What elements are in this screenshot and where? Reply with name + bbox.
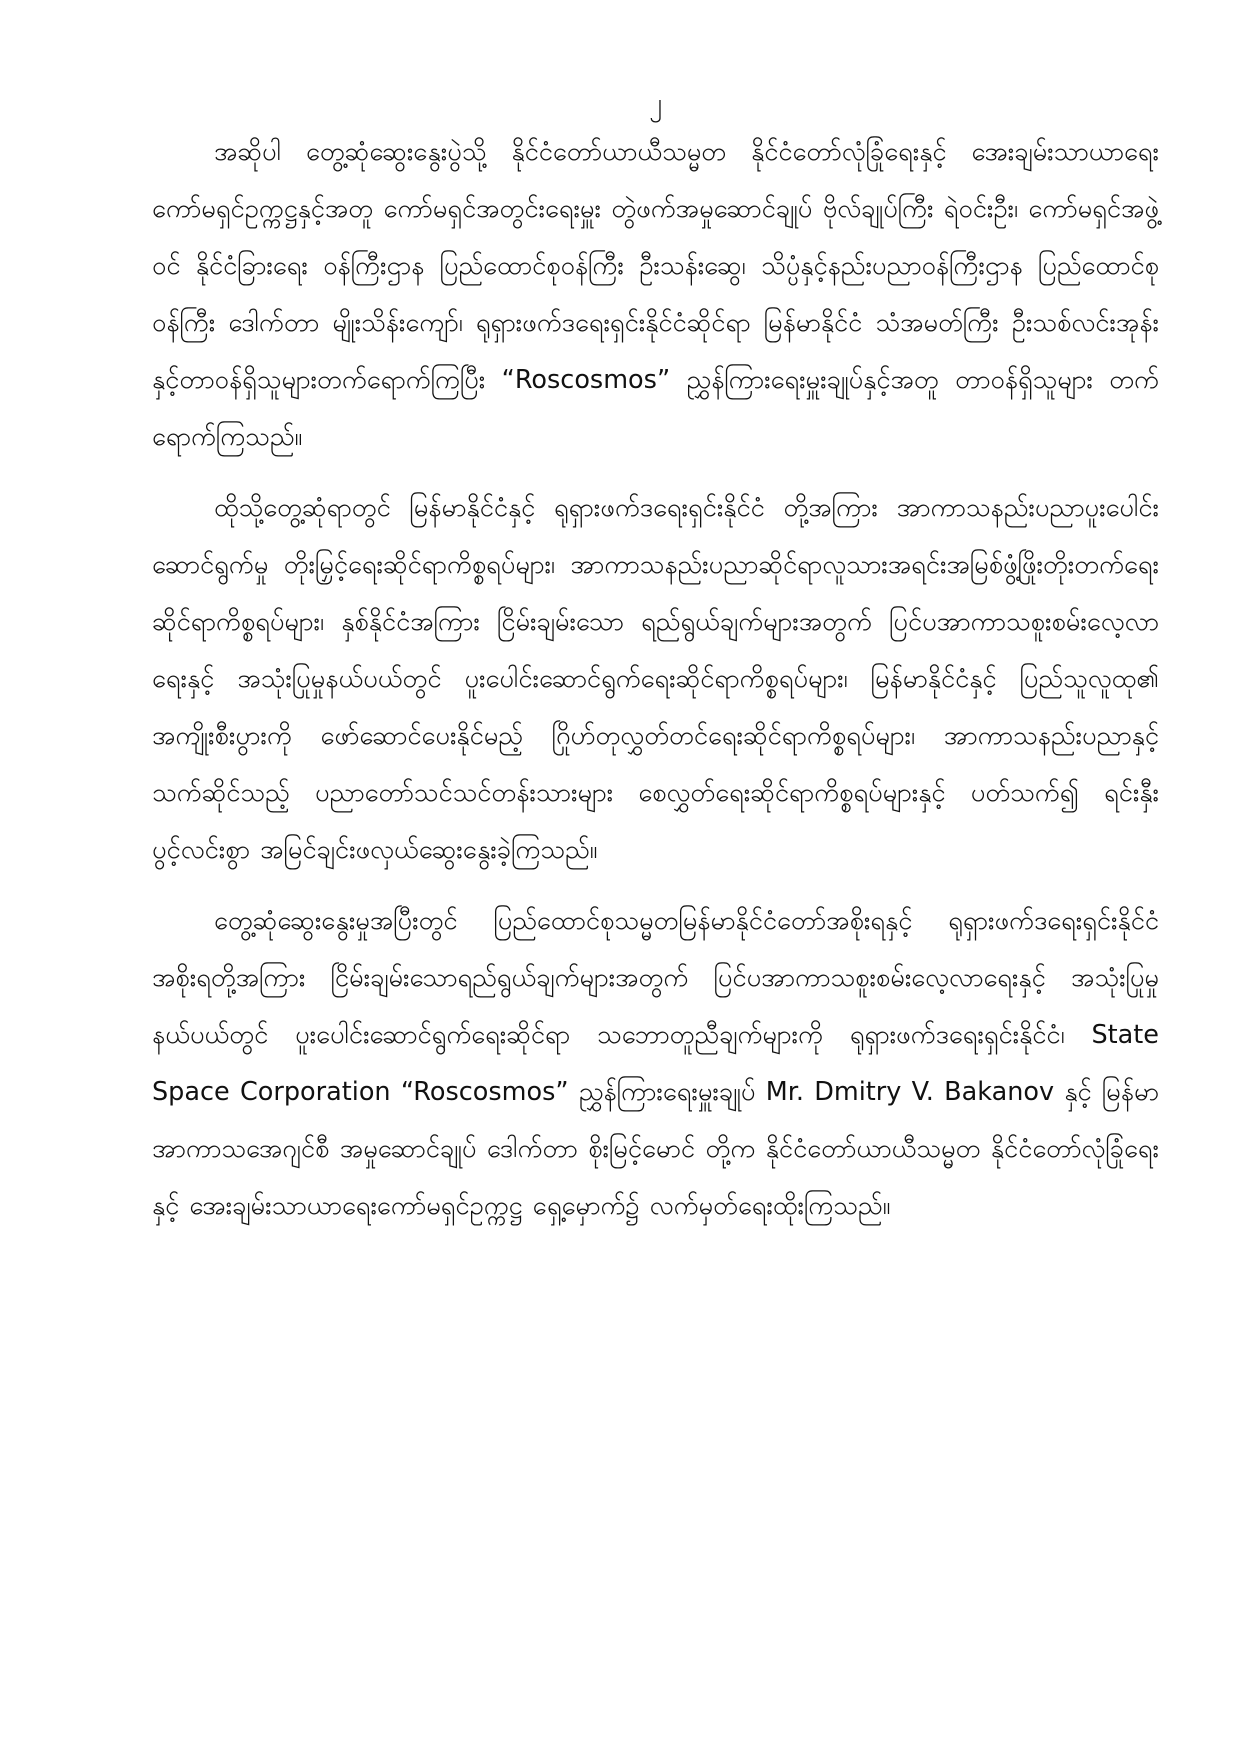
- paragraph-discussion-topics: ထိုသို့တွေ့ဆုံရာတွင် မြန်မာနိုင်ငံနှင့် ရုရှားဖက်ဒရေးရှင်းနိုင်ငံ တို့အကြား အာကာသနည်းပညာပူးပေါင်းဆောင်ရွက်မှု တိုးမြှင့်ရေးဆိုင်ရာကိစ္စရပ်များ၊ အာကာသနည်းပညာဆိုင်ရာလူသားအရင်းအမြစ်ဖွံ့ဖြိုးတိုးတက်ရေးဆိုင်ရာကိစ္စရပ်များ၊ နှစ်နိုင်ငံအကြား ငြိမ်းချမ်းသော ရည်ရွယ်ချက်များအတွက် ပြင်ပအာကာသစူးစမ်းလေ့လာရေးနှင့် အသုံးပြုမှုနယ်ပယ်တွင် ပူးပေါင်းဆောင်ရွက်ရေးဆိုင်ရာကိစ္စရပ်များ၊ မြန်မာနိုင်ငံနှင့် ပြည်သူလူထု၏ အကျိုးစီးပွားကို ဖော်ဆောင်ပေးနိုင်မည့် ဂြိုဟ်တုလွှတ်တင်ရေးဆိုင်ရာကိစ္စရပ်များ၊ အာကာသနည်းပညာနှင့် သက်ဆိုင်သည့် ပညာတော်သင်သင်တန်းသားများ စေလွှတ်ရေးဆိုင်ရာကိစ္စရပ်များနှင့် ပတ်သက်၍ ရင်းနှီးပွင့်လင်းစွာ အမြင်ချင်းဖလှယ်ဆွေးနွေးခဲ့ကြသည်။: [152, 493, 1159, 865]
- page-number: ၂: [649, 88, 662, 118]
- paragraph-agreement-signing: တွေ့ဆုံဆွေးနွေးမှုအပြီးတွင် ပြည်ထောင်စုသမ္မတမြန်မာနိုင်ငံတော်အစိုးရနှင့် ရုရှားဖက်ဒရေးရှင်းနိုင်ငံ အစိုးရတို့အကြား ငြိမ်းချမ်းသောရည်ရွယ်ချက်များအတွက် ပြင်ပအာကာသစူးစမ်းလေ့လာရေးနှင့် အသုံးပြုမှုနယ်ပယ်တွင် ပူးပေါင်းဆောင်ရွက်ရေးဆိုင်ရာ သဘောတူညီချက်များကို ရုရှားဖက်ဒရေးရှင်းနိုင်ငံ၊ State Space Corporation “Roscosmos” ညွှန်ကြားရေးမှူးချုပ် Mr. Dmitry V. Bakanov နှင့် မြန်မာအာကာသအေဂျင်စီ အမှုဆောင်ချုပ် ဒေါက်တာ စိုးမြင့်မောင် တို့က နိုင်ငံတော်ယာယီသမ္မတ နိုင်ငံတော်လုံခြုံရေးနှင့် အေးချမ်းသာယာရေးကော်မရှင်ဥက္ကဋ္ဌ ရှေ့မှောက်၌ လက်မှတ်ရေးထိုးကြသည်။: [152, 906, 1159, 1221]
- paragraph-meeting-attendees: အဆိုပါ တွေ့ဆုံဆွေးနွေးပွဲသို့ နိုင်ငံတော်ယာယီသမ္မတ နိုင်ငံတော်လုံခြုံရေးနှင့် အေးချမ်းသာယာရေး ကော်မရှင်ဥက္ကဋ္ဌနှင့်အတူ ကော်မရှင်အတွင်းရေးမှူး တွဲဖက်အမှုဆောင်ချုပ် ဗိုလ်ချုပ်ကြီး ရဲဝင်းဦး၊ ကော်မရှင်အဖွဲ့ဝင် နိုင်ငံခြားရေး ဝန်ကြီးဌာန ပြည်ထောင်စုဝန်ကြီး ဦးသန်းဆွေ၊ သိပ္ပံနှင့်နည်းပညာဝန်ကြီးဌာန ပြည်ထောင်စုဝန်ကြီး ဒေါက်တာ မျိုးသိန်းကျော်၊ ရုရှားဖက်ဒရေးရှင်းနိုင်ငံဆိုင်ရာ မြန်မာနိုင်ငံ သံအမတ်ကြီး ဦးသစ်လင်းအုန်းနှင့်တာဝန်ရှိသူများတက်ရောက်ကြပြီး “Roscosmos” ညွှန်ကြားရေးမှူးချုပ်နှင့်အတူ တာဝန်ရှိသူများ တက်ရောက်ကြသည်။: [152, 137, 1159, 452]
